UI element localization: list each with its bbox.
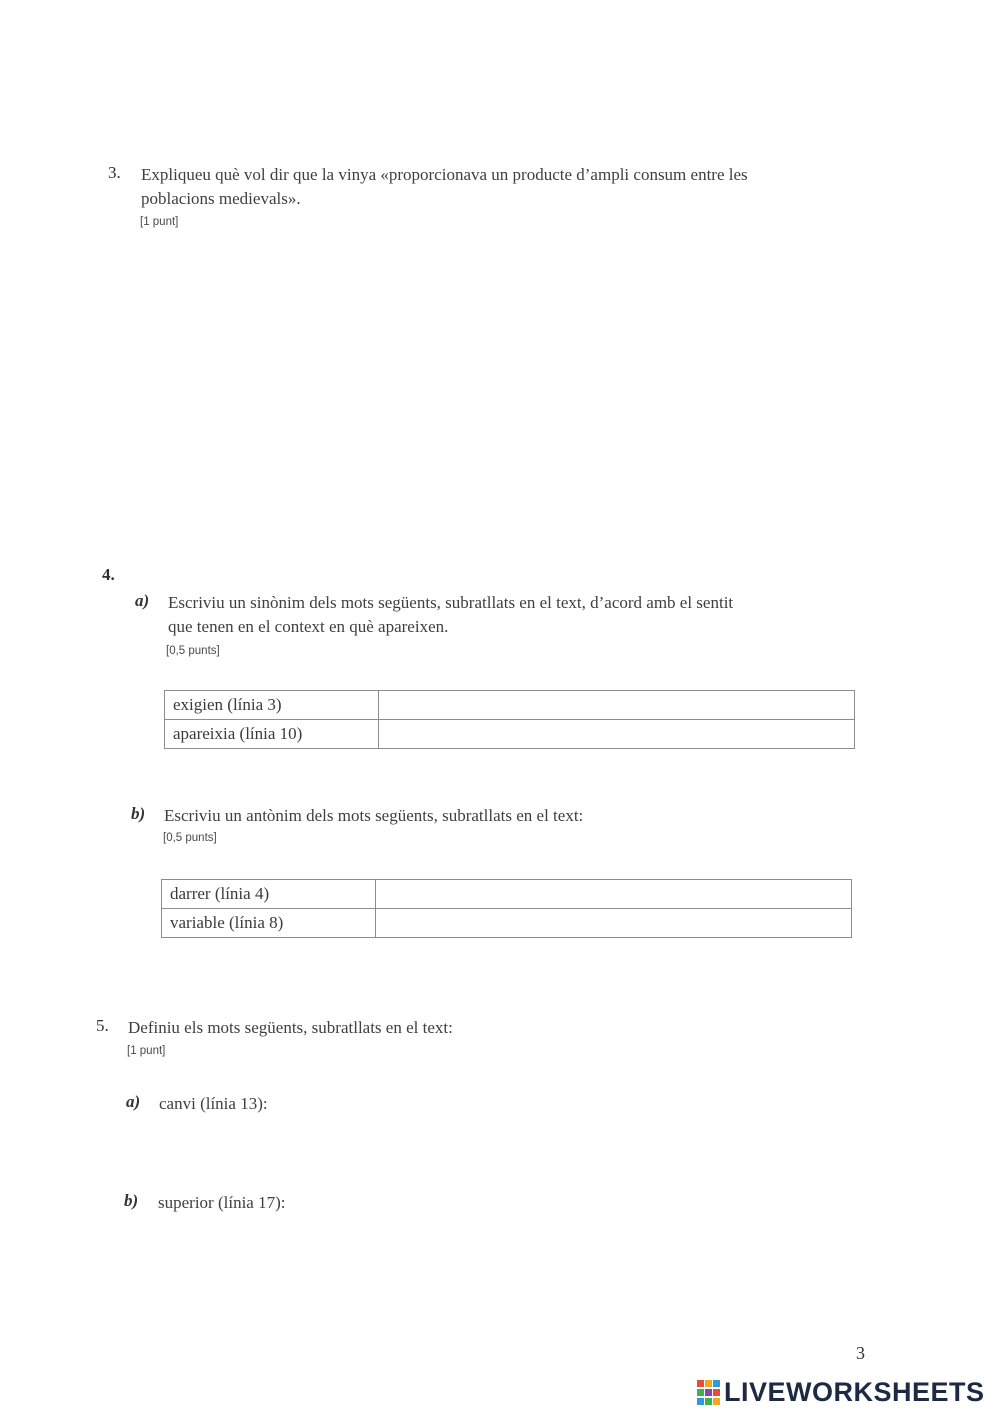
table-row (162, 909, 852, 938)
q4a-prompt-line1: Escriviu un sinònim dels mots següents, subratllats en el text, d’acord amb el sentit (168, 593, 734, 612)
q5a-prompt: canvi (línia 13): (159, 1094, 268, 1113)
q5b-letter: b) (124, 1191, 139, 1210)
q3-prompt-line2: poblacions medievals». (141, 189, 301, 208)
answer-cell[interactable] (379, 720, 855, 749)
liveworksheets-logo (697, 1377, 985, 1408)
q5a-letter: a) (126, 1092, 141, 1111)
q4a-points: [0,5 punts] (166, 645, 220, 657)
q3-number: 3. (108, 163, 121, 182)
table-row (162, 880, 852, 909)
page-number: 3 (856, 1343, 865, 1363)
liveworksheets-grid-icon (697, 1380, 721, 1406)
q5-points: [1 punt] (127, 1045, 166, 1057)
q3-prompt-line1: Expliqueu què vol dir que la vinya «proporcionava un producte d’ampli consum entre les (141, 165, 748, 184)
answer-cell[interactable] (379, 691, 855, 720)
q3-points: [1 punt] (140, 216, 179, 228)
q5-prompt: Definiu els mots següents, subratllats en el text: (128, 1018, 453, 1037)
q4b-points: [0,5 punts] (163, 832, 217, 844)
word-cell: apareixia (línia 10) (165, 720, 379, 749)
q4-number: 4. (102, 565, 115, 584)
antonym-table (161, 879, 852, 938)
q4a-prompt (168, 591, 888, 639)
q4b-prompt: Escriviu un antònim dels mots següents, subratllats en el text: (164, 806, 584, 825)
word-cell: variable (línia 8) (162, 909, 376, 938)
table-row (165, 691, 855, 720)
word-cell: darrer (línia 4) (162, 880, 376, 909)
synonym-table (164, 690, 855, 749)
q4a-prompt-line2: que tenen en el context en què apareixen. (168, 617, 449, 636)
table-row (165, 720, 855, 749)
q3-prompt (141, 163, 881, 211)
word-cell: exigien (línia 3) (165, 691, 379, 720)
answer-cell[interactable] (376, 909, 852, 938)
q4a-letter: a) (135, 591, 150, 610)
logo-text: LIVEWORKSHEETS (724, 1377, 985, 1407)
q5b-prompt: superior (línia 17): (158, 1193, 286, 1212)
answer-cell[interactable] (376, 880, 852, 909)
q5-number: 5. (96, 1016, 109, 1035)
q4b-letter: b) (131, 804, 146, 823)
